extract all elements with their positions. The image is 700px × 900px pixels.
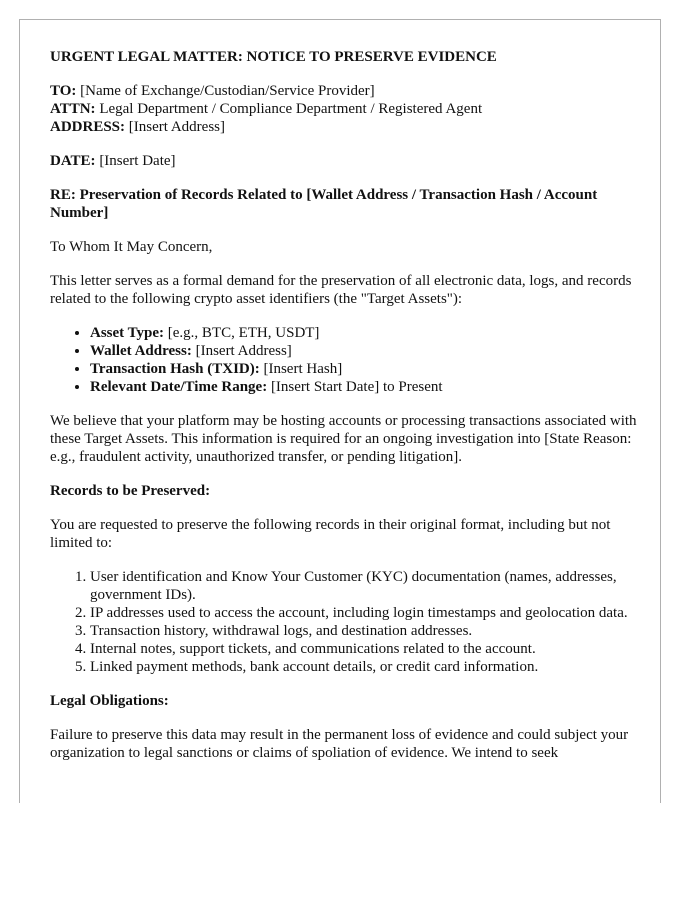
attn-line (50, 100, 640, 118)
to-value: [Name of Exchange/Custodian/Service Provider] (76, 83, 375, 99)
list-item: 3. Transaction history, withdrawal logs, and destination addresses. (90, 622, 640, 640)
asset-label: Transaction Hash (TXID): (90, 361, 260, 377)
obligations-heading: Legal Obligations: (50, 693, 169, 709)
list-item (90, 342, 640, 360)
list-item: 1. User identification and Know Your Customer (KYC) documentation (names, addresses, government IDs). (90, 568, 640, 604)
address-line (50, 118, 640, 136)
to-label: TO: (50, 83, 77, 99)
re-line: RE: Preservation of Records Related to [Wallet Address / Transaction Hash / Account Number] (50, 187, 598, 221)
attn-value: Legal Department / Compliance Department / Registered Agent (95, 101, 483, 117)
to-line (50, 82, 640, 100)
list-item: 5. Linked payment methods, bank account details, or credit card information. (90, 658, 640, 676)
list-item: 4. Internal notes, support tickets, and communications related to the account. (90, 640, 640, 658)
records-list (50, 568, 640, 676)
address-label: ADDRESS: (50, 119, 126, 135)
list-item (90, 378, 640, 396)
list-item: 2. IP addresses used to access the account, including login timestamps and geolocation data. (90, 604, 640, 622)
belief-paragraph: We believe that your platform may be hosting accounts or processing transactions associated with these Target Assets. This information is required for an ongoing investigation into [State Reason: e.g., fraudulent activity, unauthorized transfer, or pending litigation]. (50, 413, 637, 465)
salutation: To Whom It May Concern, (50, 239, 213, 255)
asset-label: Wallet Address: (90, 343, 192, 359)
records-intro: You are requested to preserve the following records in their original format, including but not limited to: (50, 517, 611, 551)
intro-paragraph: This letter serves as a formal demand for the preservation of all electronic data, logs, and records related to the following crypto asset identifiers (the "Target Assets"): (50, 273, 632, 307)
records-heading: Records to be Preserved: (50, 483, 211, 499)
asset-list (50, 324, 640, 396)
asset-label: Asset Type: (90, 325, 165, 341)
letter-content (50, 48, 640, 778)
asset-value: [Insert Hash] (259, 361, 343, 377)
date-label: DATE: (50, 153, 96, 169)
asset-value: [e.g., BTC, ETH, USDT] (164, 325, 320, 341)
date-value: [Insert Date] (95, 153, 176, 169)
asset-value: [Insert Start Date] to Present (267, 379, 443, 395)
list-item (90, 360, 640, 378)
letter-page (19, 19, 661, 803)
obligations-paragraph: Failure to preserve this data may result in the permanent loss of evidence and could subject your organization to legal sanctions or claims of spoliation of evidence. We intend to seek (50, 727, 629, 761)
asset-label: Relevant Date/Time Range: (90, 379, 268, 395)
list-item (90, 324, 640, 342)
asset-value: [Insert Address] (191, 343, 292, 359)
address-value: [Insert Address] (125, 119, 225, 135)
recipient-block (50, 82, 640, 136)
attn-label: ATTN: (50, 101, 96, 117)
date-line (50, 152, 640, 170)
letter-title: URGENT LEGAL MATTER: NOTICE TO PRESERVE EVIDENCE (50, 49, 497, 65)
